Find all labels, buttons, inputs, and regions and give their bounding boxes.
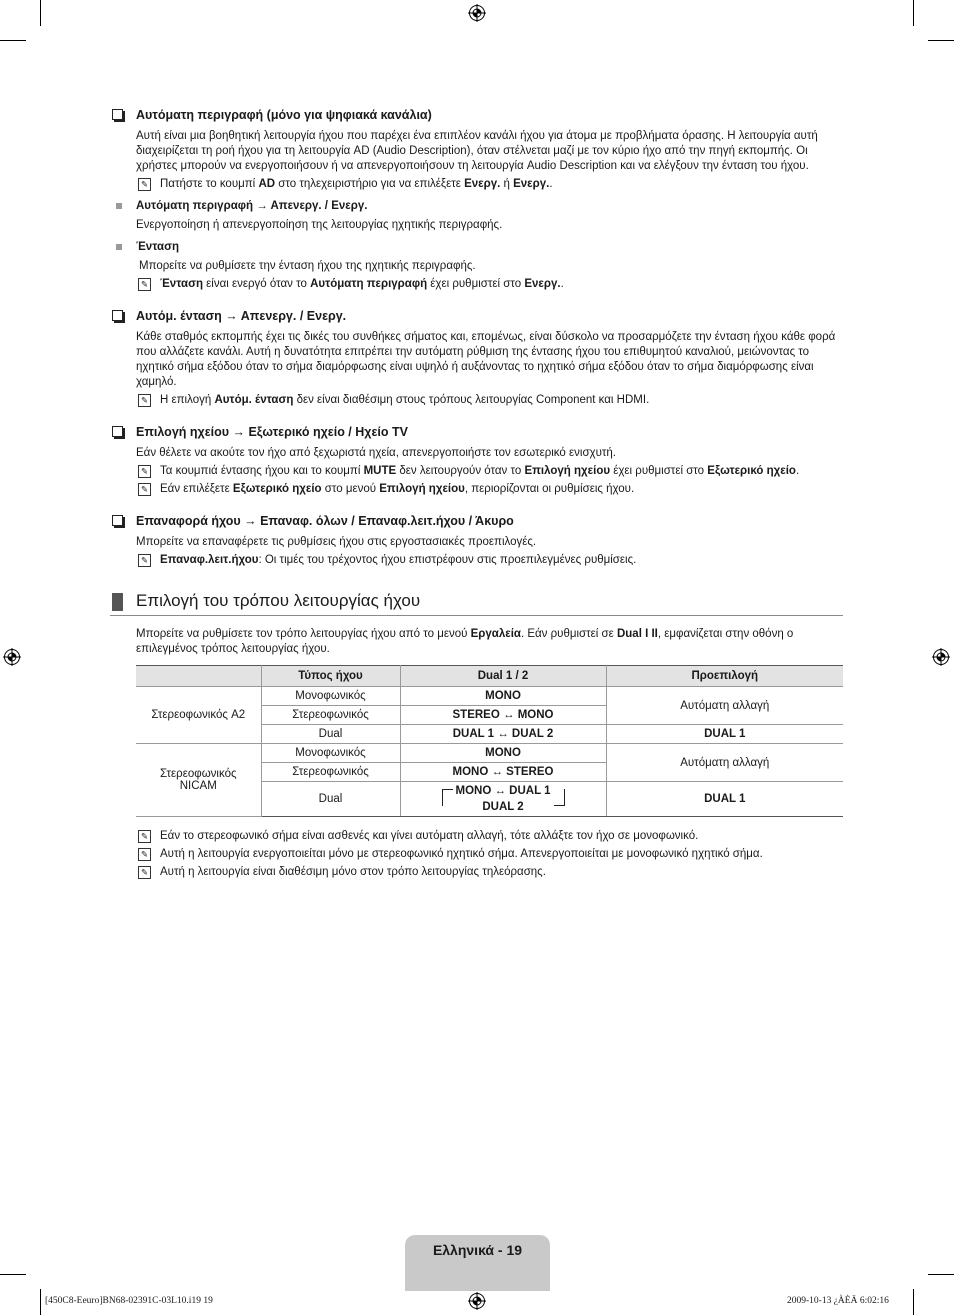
checkbox-square-icon bbox=[112, 109, 123, 120]
table-cell: DUAL 1 bbox=[606, 782, 843, 817]
note-icon: ✎ bbox=[138, 866, 151, 879]
table-cell bbox=[400, 782, 606, 817]
note: ✎ Επαναφ.λειτ.ήχου: Οι τιμές του τρέχοντος ήχου επιστρέφουν στις προεπιλεγμένες ρυθμίσεις. bbox=[110, 553, 843, 568]
table-cell: MONO ↔ STEREO bbox=[400, 763, 606, 782]
section-heading-sound-reset: Επαναφορά ήχου → Επαναφ. όλων / Επαναφ.λειτ.ήχου / Άκυρο bbox=[110, 513, 843, 529]
note-icon: ✎ bbox=[138, 394, 151, 407]
subheading: Ένταση bbox=[110, 240, 843, 255]
note: ✎ Πατήστε το κουμπί AD στο τηλεχειριστήριο για να επιλέξετε Ενεργ. ή Ενεργ.. bbox=[110, 177, 843, 192]
table-cell: Dual bbox=[261, 725, 400, 744]
table-cell: Στερεοφωνικός A2 bbox=[136, 687, 261, 744]
note-icon: ✎ bbox=[138, 178, 151, 191]
footer-left: [450C8-Eeuro]BN68-02391C-03L10.i19 19 bbox=[45, 1296, 213, 1306]
page-content bbox=[110, 107, 843, 880]
crop-mark bbox=[913, 0, 914, 26]
note-icon: ✎ bbox=[138, 830, 151, 843]
section-heading-speaker-select: Επιλογή ηχείου → Εξωτερικό ηχείο / Ηχείο TV bbox=[110, 424, 843, 440]
note: ✎ Τα κουμπιά έντασης ήχου και το κουμπί MUTE δεν λειτουργούν όταν το Επιλογή ηχείου έχει ρυθμιστεί στο Εξωτερικό ηχείο. bbox=[110, 464, 843, 479]
table-row bbox=[136, 744, 843, 763]
table-cell: Dual bbox=[261, 782, 400, 817]
bullet-square-icon bbox=[116, 244, 122, 250]
subheading: Αυτόματη περιγραφή → Απενεργ. / Ενεργ. bbox=[110, 199, 843, 214]
table-row bbox=[136, 687, 843, 706]
cycle-diagram: MONO ↔ DUAL 1 DUAL 2 bbox=[438, 783, 569, 815]
table-cell: Στερεοφωνικός bbox=[261, 706, 400, 725]
table-header: Τύπος ήχου bbox=[261, 666, 400, 687]
paragraph: Ενεργοποίηση ή απενεργοποίηση της λειτουργίας ηχητικής περιγραφής. bbox=[136, 219, 503, 231]
note-icon: ✎ bbox=[138, 848, 151, 861]
registration-mark-icon bbox=[468, 4, 486, 22]
paragraph: Κάθε σταθμός εκπομπής έχει τις δικές του συνθήκες σήματος και, επομένως, είναι δύσκολο να προσαρμόζετε την ένταση ήχου κάθε φορά που αλλάζετε κανάλι. Αυτή η δυνατότητα επιτρέπει την αυτόματη ρύθμιση της έντασης ήχου του επιθυμητού καναλιού, μειώνοντας το ηχητικό σήμα εξόδου όταν το σήμα διαμόρφωσης είναι υψηλό ή αυξάνοντας το ηχητικό σήμα εξόδου όταν το σήμα διαμόρφωσης είναι χαμηλό. bbox=[136, 331, 836, 388]
crop-mark bbox=[40, 1289, 41, 1315]
crop-mark bbox=[913, 1289, 914, 1315]
table-cell: MONO bbox=[400, 744, 606, 763]
checkbox-square-icon bbox=[112, 426, 123, 437]
checkbox-square-icon bbox=[112, 515, 123, 526]
registration-mark-icon bbox=[932, 648, 950, 666]
paragraph: Εάν θέλετε να ακούτε τον ήχο από ξεχωριστά ηχεία, απενεργοποιήστε τον εσωτερικό ενισχυτή. bbox=[136, 447, 616, 459]
registration-mark-icon bbox=[3, 648, 21, 666]
table-header: Dual 1 / 2 bbox=[400, 666, 606, 687]
table-cell: Στερεοφωνικός NICAM bbox=[136, 744, 261, 817]
table-cell: Αυτόματη αλλαγή bbox=[606, 687, 843, 725]
table-cell: MONO bbox=[400, 687, 606, 706]
note: ✎ Εάν επιλέξετε Εξωτερικό ηχείο στο μενού Επιλογή ηχείου, περιορίζονται οι ρυθμίσεις ήχου. bbox=[110, 482, 843, 497]
note: ✎ Ένταση είναι ενεργό όταν το Αυτόματη περιγραφή έχει ρυθμιστεί στο Ενεργ.. bbox=[110, 277, 843, 292]
table-cell: Μονοφωνικός bbox=[261, 744, 400, 763]
table-cell: Στερεοφωνικός bbox=[261, 763, 400, 782]
table-cell: STEREO ↔ MONO bbox=[400, 706, 606, 725]
bullet-square-icon bbox=[116, 203, 122, 209]
crop-mark bbox=[0, 40, 26, 41]
crop-mark bbox=[40, 0, 41, 26]
note-icon: ✎ bbox=[138, 483, 151, 496]
paragraph: Μπορείτε να επαναφέρετε τις ρυθμίσεις ήχου στις εργοστασιακές προεπιλογές. bbox=[136, 536, 537, 548]
crop-mark bbox=[928, 40, 954, 41]
cycle-arrow-right-icon bbox=[554, 789, 565, 806]
note: ✎ Αυτή η λειτουργία είναι διαθέσιμη μόνο στον τρόπο λειτουργίας τηλεόρασης. bbox=[110, 865, 843, 880]
sound-mode-table bbox=[136, 665, 843, 817]
table-cell: DUAL 1 bbox=[606, 725, 843, 744]
paragraph: Μπορείτε να ρυθμίσετε την ένταση ήχου της ηχητικής περιγραφής. bbox=[139, 260, 476, 272]
table-cell: Αυτόματη αλλαγή bbox=[606, 744, 843, 782]
section-heading-auto-volume: Αυτόμ. ένταση → Απενεργ. / Ενεργ. bbox=[110, 308, 843, 324]
table-cell: Μονοφωνικός bbox=[261, 687, 400, 706]
table-header bbox=[136, 666, 261, 687]
note-icon: ✎ bbox=[138, 278, 151, 291]
footer-right: 2009-10-13 ¿ÀÈÄ 6:02:16 bbox=[787, 1296, 889, 1306]
table-header: Προεπιλογή bbox=[606, 666, 843, 687]
note: ✎ Αυτή η λειτουργία ενεργοποιείται μόνο με στερεοφωνικό ηχητικό σήμα. Απενεργοποιείται με μονοφωνικό ηχητικό σήμα. bbox=[110, 847, 843, 862]
note-icon: ✎ bbox=[138, 554, 151, 567]
checkbox-square-icon bbox=[112, 310, 123, 321]
crop-mark bbox=[928, 1274, 954, 1275]
section-heading-audio-description: Αυτόματη περιγραφή (μόνο για ψηφιακά κανάλια) bbox=[110, 107, 843, 123]
registration-mark-icon bbox=[468, 1292, 486, 1310]
section-bar-icon bbox=[112, 593, 123, 611]
paragraph: Μπορείτε να ρυθμίσετε τον τρόπο λειτουργίας ήχου από το μενού Εργαλεία. Εάν ρυθμιστεί σε Dual I II, εμφανίζεται στην οθόνη ο επιλεγμένος τρόπος λειτουργίας ήχου. bbox=[136, 628, 794, 655]
cycle-arrow-left-icon bbox=[442, 789, 453, 806]
page-number-tab: Ελληνικά - 19 bbox=[405, 1235, 550, 1291]
paragraph: Αυτή είναι μια βοηθητική λειτουργία ήχου που παρέχει ένα επιπλέον κανάλι ήχου για άτομα με προβλήματα όρασης. Η λειτουργία αυτή διαχειρίζεται τη ροή ήχου για τη λειτουργία AD (Audio Description), όταν στέλνεται μαζί με τον κύριο ήχο από την πηγή εκπομπής. Οι χρήστες μπορούν να ενεργοποιήσουν ή να απενεργοποιήσουν τη λειτουργία Audio Description και να ελέγξουν την ένταση του ήχου. bbox=[136, 130, 818, 172]
note: ✎ Η επιλογή Αυτόμ. ένταση δεν είναι διαθέσιμη στους τρόπους λειτουργίας Component και HDMI. bbox=[110, 393, 843, 408]
note: ✎ Εάν το στερεοφωνικό σήμα είναι ασθενές και γίνει αυτόματη αλλαγή, τότε αλλάξτε τον ήχο σε μονοφωνικό. bbox=[110, 829, 843, 844]
table-cell: DUAL 1 ↔ DUAL 2 bbox=[400, 725, 606, 744]
section-title: Επιλογή του τρόπου λειτουργίας ήχου bbox=[110, 590, 843, 616]
notes-list bbox=[110, 829, 843, 880]
table-header-row bbox=[136, 666, 843, 687]
crop-mark bbox=[0, 1274, 26, 1275]
note-icon: ✎ bbox=[138, 465, 151, 478]
